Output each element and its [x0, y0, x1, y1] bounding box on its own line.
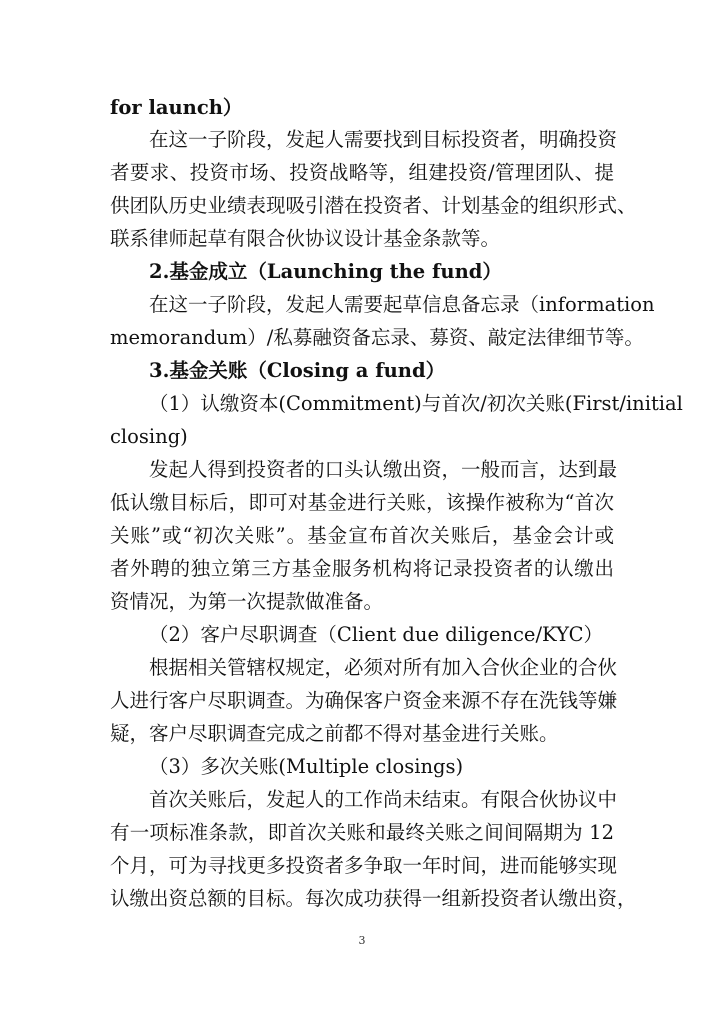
paragraph-line: 疑，客户尽职调查完成之前都不得对基金进行关账。: [110, 722, 559, 745]
subsection-heading-kyc: （2）客户尽职调查（Client due diligence/KYC）: [149, 623, 604, 646]
paragraph-line: 认缴出资总额的目标。每次成功获得一组新投资者认缴出资，: [110, 887, 637, 910]
subsection-heading-multiple-closings: （3）多次关账(Multiple closings): [149, 755, 464, 778]
paragraph-line: 根据相关管辖权规定，必须对所有加入合伙企业的合伙: [149, 656, 618, 679]
paragraph-line: 者要求、投资市场、投资战略等，组建投资/管理团队、提: [110, 161, 614, 184]
paragraph-line: 在这一子阶段，发起人需要找到目标投资者，明确投资: [149, 128, 618, 151]
paragraph-line: memorandum）/私募融资备忘录、募资、敲定法律细节等。: [110, 326, 644, 349]
page-number: 3: [358, 934, 366, 947]
paragraph-line: 有一项标准条款，即首次关账和最终关账之间间隔期为 12: [110, 821, 614, 844]
paragraph-line: 供团队历史业绩表现吸引潜在投资者、计划基金的组织形式、: [110, 194, 637, 217]
paragraph-line: 个月，可为寻找更多投资者多争取一年时间，进而能够实现: [110, 854, 618, 877]
continued-heading: for launch）: [110, 96, 243, 119]
paragraph-line: 首次关账后，发起人的工作尚未结束。有限合伙协议中: [149, 788, 618, 811]
paragraph-line: 低认缴目标后，即可对基金进行关账，该操作被称为“首次: [110, 491, 614, 514]
paragraph-line: 人进行客户尽职调查。为确保客户资金来源不存在洗钱等嫌: [110, 689, 618, 712]
paragraph-line: 联系律师起草有限合伙协议设计基金条款等。: [110, 227, 501, 250]
subsection-heading-commitment: （1）认缴资本(Commitment)与首次/初次关账(First/initial: [149, 392, 683, 415]
paragraph-line: 发起人得到投资者的口头认缴出资，一般而言，达到最: [149, 458, 618, 481]
paragraph-line: 者外聘的独立第三方基金服务机构将记录投资者的认缴出: [110, 557, 614, 580]
section-heading-closing: 3.基金关账（Closing a fund）: [149, 359, 446, 382]
subsection-heading-commitment-cont: closing): [110, 425, 188, 448]
paragraph-line: 资情况，为第一次提款做准备。: [110, 590, 384, 613]
paragraph-line: 在这一子阶段，发起人需要起草信息备忘录（information: [149, 293, 655, 316]
paragraph-line: 关账”或“初次关账”。基金宣布首次关账后，基金会计或: [110, 524, 614, 547]
section-heading-launching: 2.基金成立（Launching the fund）: [149, 260, 502, 283]
